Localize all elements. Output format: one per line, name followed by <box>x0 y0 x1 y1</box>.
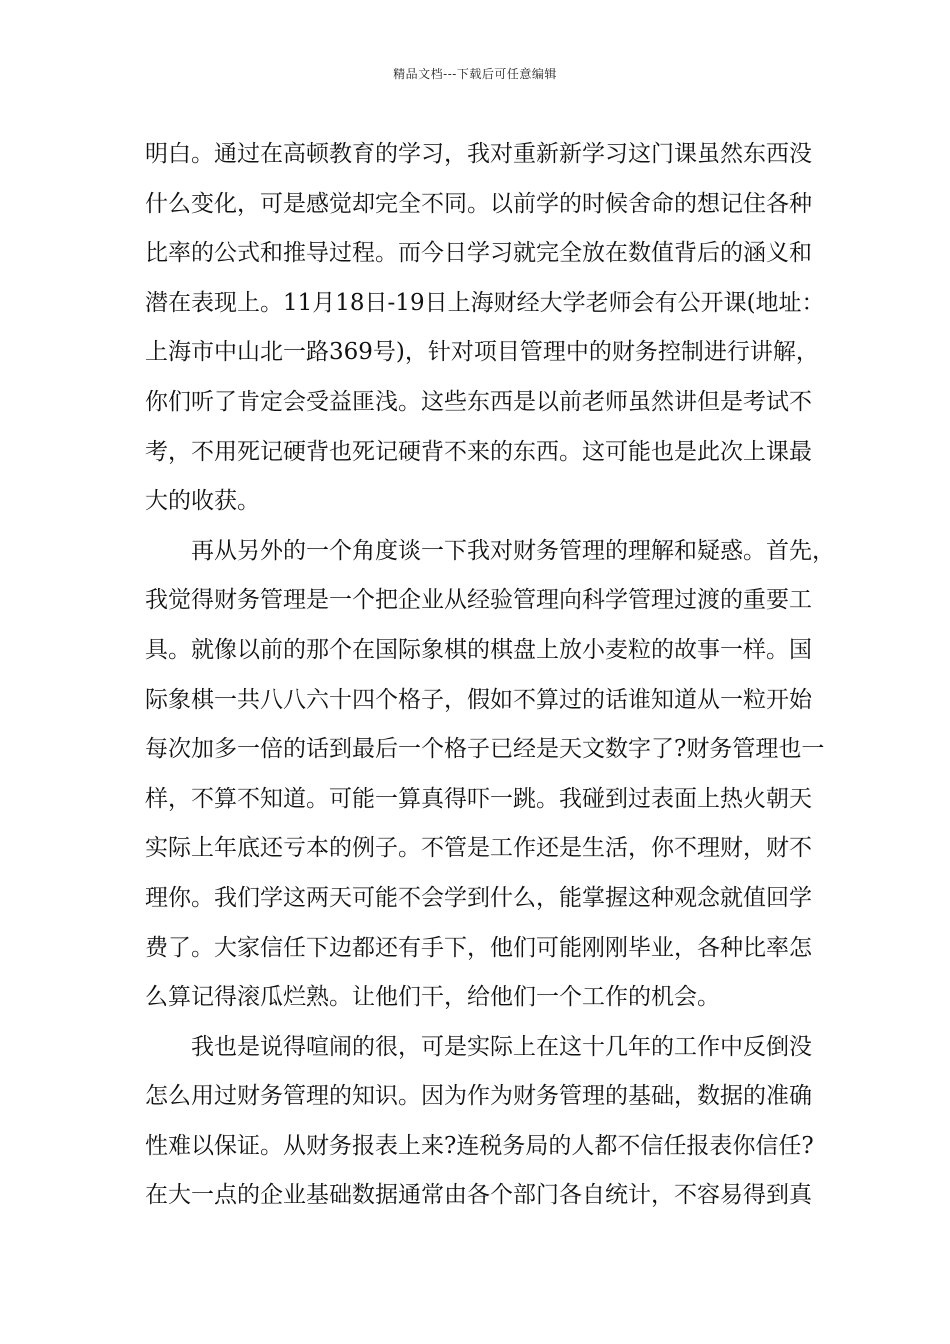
paragraph-1 <box>145 130 825 527</box>
text-line: 什么变化，可是感觉却完全不同。以前学的时候舍命的想记住各种 <box>145 190 812 217</box>
text-line: 每次加多一倍的话到最后一个格子已经是天文数字了?财务管理也一 <box>145 736 825 763</box>
text-line: 大的收获。 <box>145 488 260 515</box>
text-line: 再从另外的一个角度谈一下我对财务管理的理解和疑惑。首先， <box>191 537 835 564</box>
text-line: 理你。我们学这两天可能不会学到什么，能掌握这种观念就值回学 <box>145 884 812 911</box>
text-line: 际象棋一共八八六十四个格子，假如不算过的话谁知道从一粒开始 <box>145 686 812 713</box>
paragraph-3 <box>145 1023 825 1221</box>
text-line: 明白。通过在高顿教育的学习，我对重新新学习这门课虽然东西没 <box>145 141 812 167</box>
text-line: 样，不算不知道。可能一算真得吓一跳。我碰到过表面上热火朝天 <box>145 785 812 812</box>
text-line: 具。就像以前的那个在国际象棋的棋盘上放小麦粒的故事一样。国 <box>145 636 812 663</box>
text-line: 潜在表现上。11月18日-19日上海财经大学老师会有公开课(地址： <box>145 289 825 316</box>
text-line: 比率的公式和推导过程。而今日学习就完全放在数值背后的涵义和 <box>145 240 812 267</box>
text-line: 性难以保证。从财务报表上来?连税务局的人都不信任报表你信任? <box>145 1132 814 1159</box>
text-line: 上海市中山北一路369号)，针对项目管理中的财务控制进行讲解， <box>145 339 819 366</box>
text-line: 么算记得滚瓜烂熟。让他们干，给他们一个工作的机会。 <box>145 984 720 1011</box>
text-line: 在大一点的企业基础数据通常由各个部门各自统计，不容易得到真 <box>145 1182 812 1209</box>
text-line: 费了。大家信任下边都还有手下，他们可能刚刚毕业，各种比率怎 <box>145 934 812 961</box>
text-line: 我觉得财务管理是一个把企业从经验管理向科学管理过渡的重要工 <box>145 587 812 614</box>
text-line: 怎么用过财务管理的知识。因为作为财务管理的基础，数据的准确 <box>145 1083 812 1110</box>
text-line: 实际上年底还亏本的例子。不管是工作还是生活，你不理财，财不 <box>145 835 812 862</box>
paragraph-2 <box>145 527 835 1023</box>
text-line: 我也是说得喧闹的很，可是实际上在这十几年的工作中反倒没 <box>191 1033 812 1060</box>
document-body <box>145 130 835 1221</box>
text-line: 考，不用死记硬背也死记硬背不来的东西。这可能也是此次上课最 <box>145 438 812 465</box>
text-line: 你们听了肯定会受益匪浅。这些东西是以前老师虽然讲但是考试不 <box>145 388 812 415</box>
page-header: 精品文档---下载后可任意编辑 <box>393 67 557 81</box>
